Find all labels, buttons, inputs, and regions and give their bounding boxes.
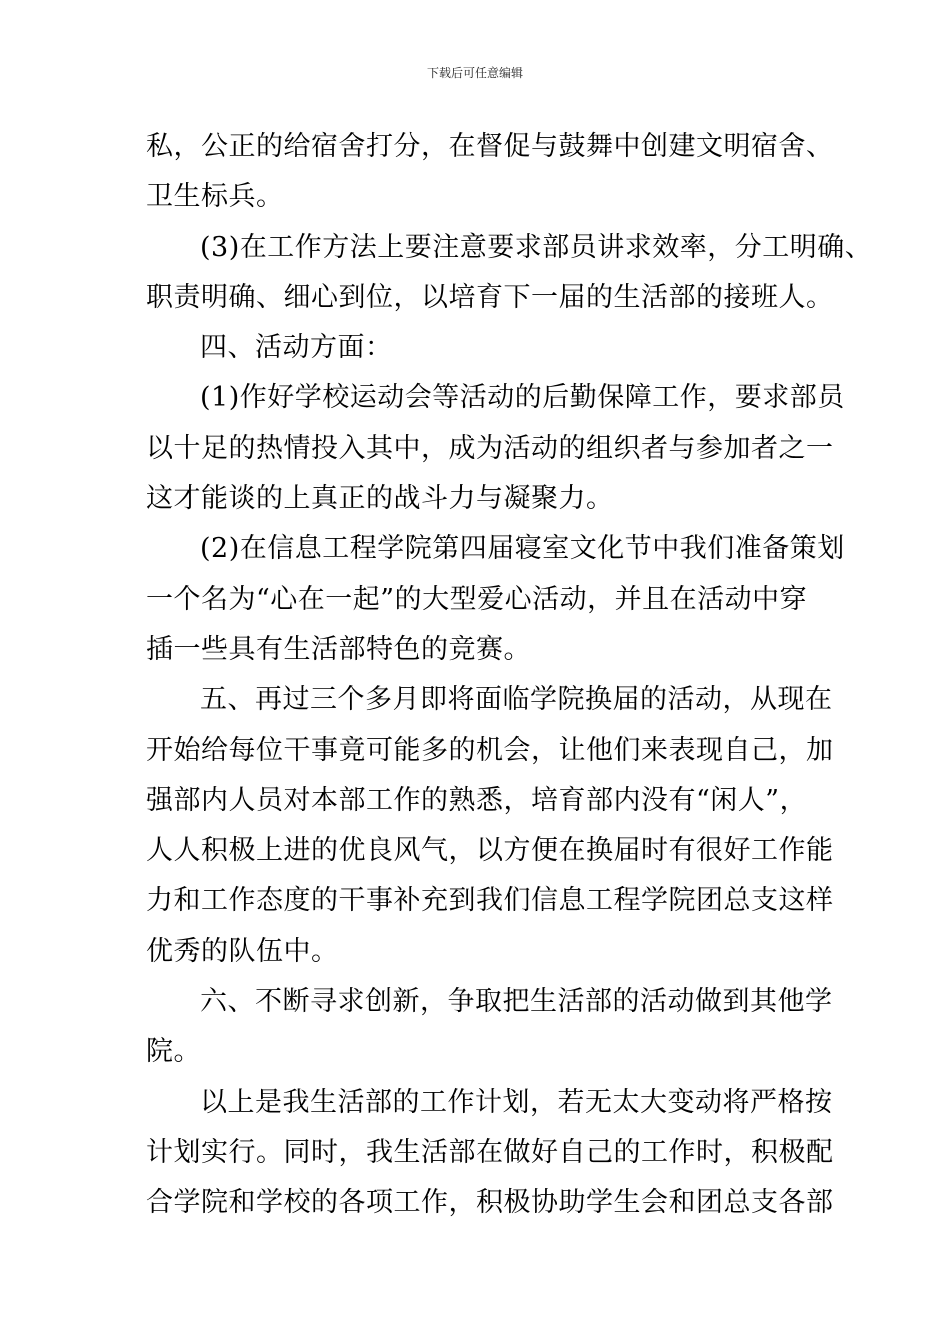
- text-line: (1)作好学校运动会等活动的后勤保障工作，要求部员: [200, 382, 845, 414]
- page-header: 下载后可任意编辑: [426, 66, 523, 80]
- text-line: 六、不断寻求创新，争取把生活部的活动做到其他学: [200, 986, 833, 1018]
- text-line: 强部内人员对本部工作的熟悉，培育部内没有“闲人”，: [146, 784, 808, 816]
- text-line: 卫生标兵。: [146, 181, 284, 213]
- text-line: 人人积极上进的优良风气，以方便在换届时有很好工作能: [146, 835, 834, 867]
- text-line: 这才能谈的上真正的战斗力与凝聚力。: [146, 483, 614, 515]
- text-line: 开始给每位干事竟可能多的机会，让他们来表现自己，加: [146, 734, 834, 766]
- text-line: 力和工作态度的干事补充到我们信息工程学院团总支这样: [146, 885, 834, 917]
- text-line: (3)在工作方法上要注意要求部员讲求效率，分工明确、: [200, 231, 873, 263]
- text-line: (2)在信息工程学院第四届寝室文化节中我们准备策划: [200, 533, 845, 565]
- text-line: 院。: [146, 1036, 201, 1068]
- text-line: 五、再过三个多月即将面临学院换届的活动，从现在: [200, 684, 833, 716]
- text-line: 一个名为“心在一起”的大型爱心活动，并且在活动中穿: [146, 583, 808, 615]
- text-line: 计划实行。同时，我生活部在做好自己的工作时，积极配: [146, 1136, 834, 1168]
- text-line: 合学院和学校的各项工作，积极协助学生会和团总支各部: [146, 1187, 834, 1219]
- text-line: 职责明确、细心到位，以培育下一届的生活部的接班人。: [146, 281, 834, 313]
- document-body: [146, 122, 873, 1229]
- section-heading: 四、活动方面：: [200, 332, 393, 364]
- text-line: 私，公正的给宿舍打分，在督促与鼓舞中创建文明宿舍、: [146, 131, 834, 162]
- text-line: 优秀的队伍中。: [146, 935, 339, 967]
- text-line: 以十足的热情投入其中，成为活动的组织者与参加者之一: [146, 432, 834, 464]
- text-line: 以上是我生活部的工作计划，若无太大变动将严格按: [200, 1086, 833, 1118]
- text-line: 插一些具有生活部特色的竞赛。: [146, 633, 531, 665]
